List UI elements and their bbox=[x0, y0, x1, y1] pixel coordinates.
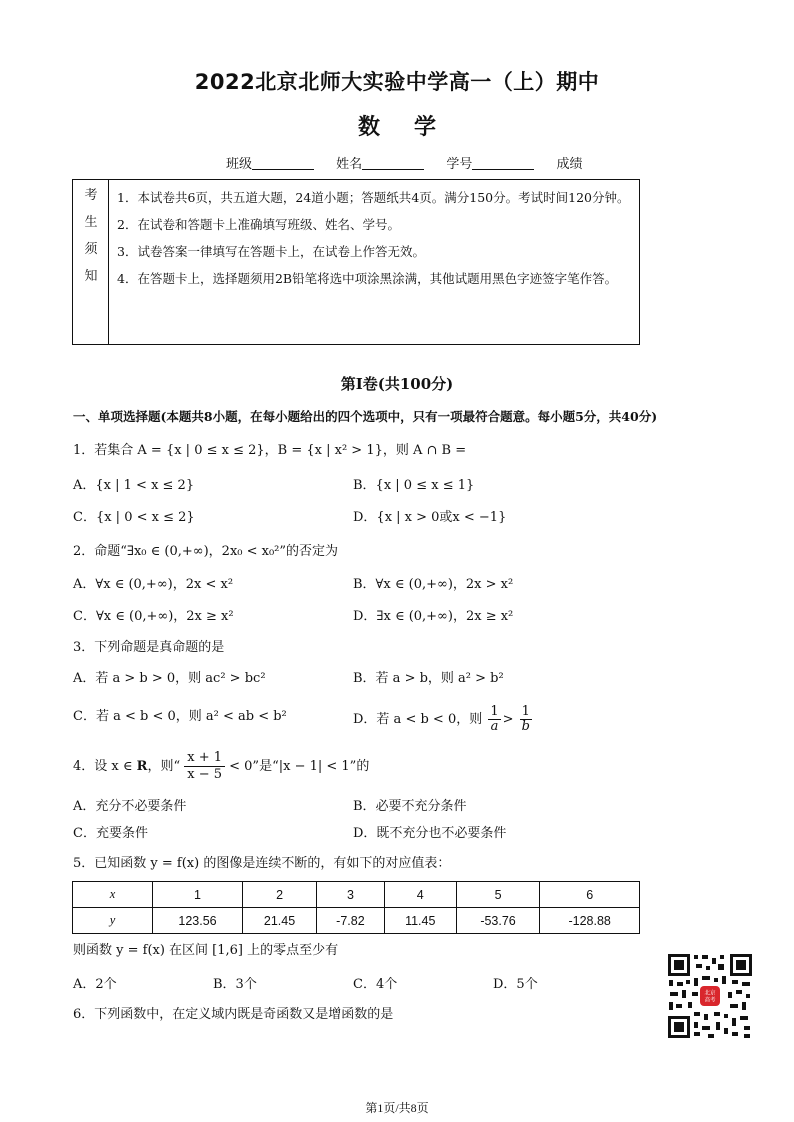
q5-option-c: C．4个 bbox=[353, 977, 398, 992]
question-1-stem: 1．若集合 A = {x | 0 ≤ x ≤ 2}，B = {x | x² > 1}，则 A ∩ B = bbox=[73, 443, 467, 458]
q2-option-d: D．∃x ∈ (0,+∞)，2x ≥ x² bbox=[353, 609, 514, 624]
q5-option-a: A．2个 bbox=[73, 977, 117, 992]
table-cell: 1 bbox=[153, 882, 243, 908]
table-cell: 123.56 bbox=[153, 908, 243, 934]
table-header-x: x bbox=[73, 882, 153, 908]
svg-text:高考: 高考 bbox=[704, 997, 716, 1004]
frac-den: a bbox=[490, 719, 499, 734]
table-cell: -53.76 bbox=[456, 908, 540, 934]
frac-num: x + 1 bbox=[184, 750, 225, 767]
table-row bbox=[73, 908, 640, 934]
q1-option-c: C．{x | 0 < x ≤ 2} bbox=[73, 510, 195, 525]
question-5-followup: 则函数 y = f(x) 在区间 [1,6] 上的零点至少有 bbox=[73, 943, 339, 958]
notice-side-label bbox=[73, 180, 109, 344]
q2-option-a: A．∀x ∈ (0,+∞)，2x < x² bbox=[73, 577, 234, 592]
question-5-stem: 5．已知函数 y = f(x) 的图像是连续不断的，有如下的对应值表： bbox=[73, 856, 451, 871]
table-cell: -7.82 bbox=[317, 908, 385, 934]
part-title: 一、单项选择题(本题共8小题，在每小题给出的四个选项中，只有一项最符合题意。每小题5分，共40分) bbox=[73, 409, 658, 424]
q4-text-b: ，则“ bbox=[147, 759, 181, 774]
q3-option-d: D．若 a < b < 0，则 $\frac{1}{a}$ > $\frac{1}{b}$ bbox=[353, 704, 530, 734]
value-table bbox=[72, 881, 640, 934]
q4-option-a: A．充分不必要条件 bbox=[73, 799, 187, 814]
q4-option-c: C．充要条件 bbox=[73, 826, 148, 841]
class-label: 班级 bbox=[226, 157, 253, 172]
fraction-1-over-b bbox=[520, 705, 532, 734]
notice-item: 1．本试卷共6页，共五道大题，24道小题；答题纸共4页。满分150分。考试时间120分钟。 bbox=[117, 190, 630, 205]
q1-option-b: B．{x | 0 ≤ x ≤ 1} bbox=[353, 478, 475, 493]
notice-items bbox=[117, 184, 635, 292]
class-blank bbox=[252, 156, 314, 170]
notice-char: 考 bbox=[84, 188, 98, 203]
q3-option-c: C．若 a < b < 0，则 a² < ab < b² bbox=[73, 709, 287, 724]
table-cell: -128.88 bbox=[540, 908, 640, 934]
q1-option-d: D．{x | x > 0或x < −1} bbox=[353, 510, 507, 525]
notice-item: 4．在答题卡上，选择题须用2B铅笔将选中项涂黑涂满，其他试题用黑色字迹签字笔作答。 bbox=[117, 271, 618, 286]
q3-option-a: A．若 a > b > 0，则 ac² > bc² bbox=[73, 671, 266, 686]
notice-char: 须 bbox=[84, 242, 98, 257]
svg-text:北京: 北京 bbox=[704, 990, 716, 997]
qr-code-icon[interactable] bbox=[666, 952, 754, 1040]
id-blank bbox=[472, 156, 534, 170]
q5-option-b: B．3个 bbox=[213, 977, 257, 992]
exam-title: 2022北京北师大实验中学高一（上）期中 bbox=[194, 70, 600, 94]
q4-text-a: 4．设 x ∈ bbox=[73, 759, 137, 774]
q3-option-d-text: D．若 a < b < 0，则 bbox=[353, 712, 483, 727]
table-header-y: y bbox=[73, 908, 153, 934]
notice-char: 生 bbox=[84, 215, 98, 230]
q4-option-d: D．既不充分也不必要条件 bbox=[353, 826, 507, 841]
q4-fraction bbox=[184, 750, 225, 783]
frac-num: 1 bbox=[490, 704, 499, 719]
table-cell: 11.45 bbox=[384, 908, 456, 934]
subject-title: 数学 bbox=[357, 115, 470, 140]
q4-real-set: R bbox=[136, 759, 148, 774]
question-6-stem: 6．下列函数中，在定义域内既是奇函数又是增函数的是 bbox=[73, 1007, 394, 1022]
id-label: 学号 bbox=[446, 157, 473, 172]
frac-den: b bbox=[521, 719, 530, 734]
table-cell: 4 bbox=[384, 882, 456, 908]
notice-item: 2．在试卷和答题卡上准确填写班级、姓名、学号。 bbox=[117, 217, 400, 232]
notice-item: 3．试卷答案一律填写在答题卡上，在试卷上作答无效。 bbox=[117, 244, 425, 259]
q1-option-a: A．{x | 1 < x ≤ 2} bbox=[73, 478, 195, 493]
table-row bbox=[73, 882, 640, 908]
score-label: 成绩 bbox=[556, 157, 583, 172]
student-info-line bbox=[226, 153, 600, 172]
q3-option-b: B．若 a > b，则 a² > b² bbox=[353, 671, 504, 686]
q4-option-b: B．必要不充分条件 bbox=[353, 799, 467, 814]
table-cell: 5 bbox=[456, 882, 540, 908]
table-cell: 21.45 bbox=[243, 908, 317, 934]
notice-char: 知 bbox=[84, 269, 98, 284]
q2-option-c: C．∀x ∈ (0,+∞)，2x ≥ x² bbox=[73, 609, 234, 624]
section-title: 第I卷(共100分) bbox=[340, 375, 454, 393]
frac-den: x − 5 bbox=[187, 767, 222, 782]
table-cell: 2 bbox=[243, 882, 317, 908]
fraction-1-over-a bbox=[488, 705, 500, 734]
table-cell: 3 bbox=[317, 882, 385, 908]
question-3-stem: 3．下列命题是真命题的是 bbox=[73, 640, 225, 655]
question-2-stem: 2．命题“∃x₀ ∈ (0,+∞)，2x₀ < x₀²”的否定为 bbox=[73, 544, 339, 559]
page-number: 第1页/共8页 bbox=[365, 1101, 429, 1115]
q5-option-d: D．5个 bbox=[493, 977, 538, 992]
name-blank bbox=[362, 156, 424, 170]
q4-text-c: < 0”是“|x − 1| < 1”的 bbox=[225, 759, 370, 774]
question-4-stem bbox=[73, 750, 369, 783]
exam-notice-box bbox=[72, 179, 640, 345]
table-cell: 6 bbox=[540, 882, 640, 908]
q2-option-b: B．∀x ∈ (0,+∞)，2x > x² bbox=[353, 577, 514, 592]
name-label: 姓名 bbox=[336, 157, 363, 172]
frac-num: 1 bbox=[521, 704, 530, 719]
